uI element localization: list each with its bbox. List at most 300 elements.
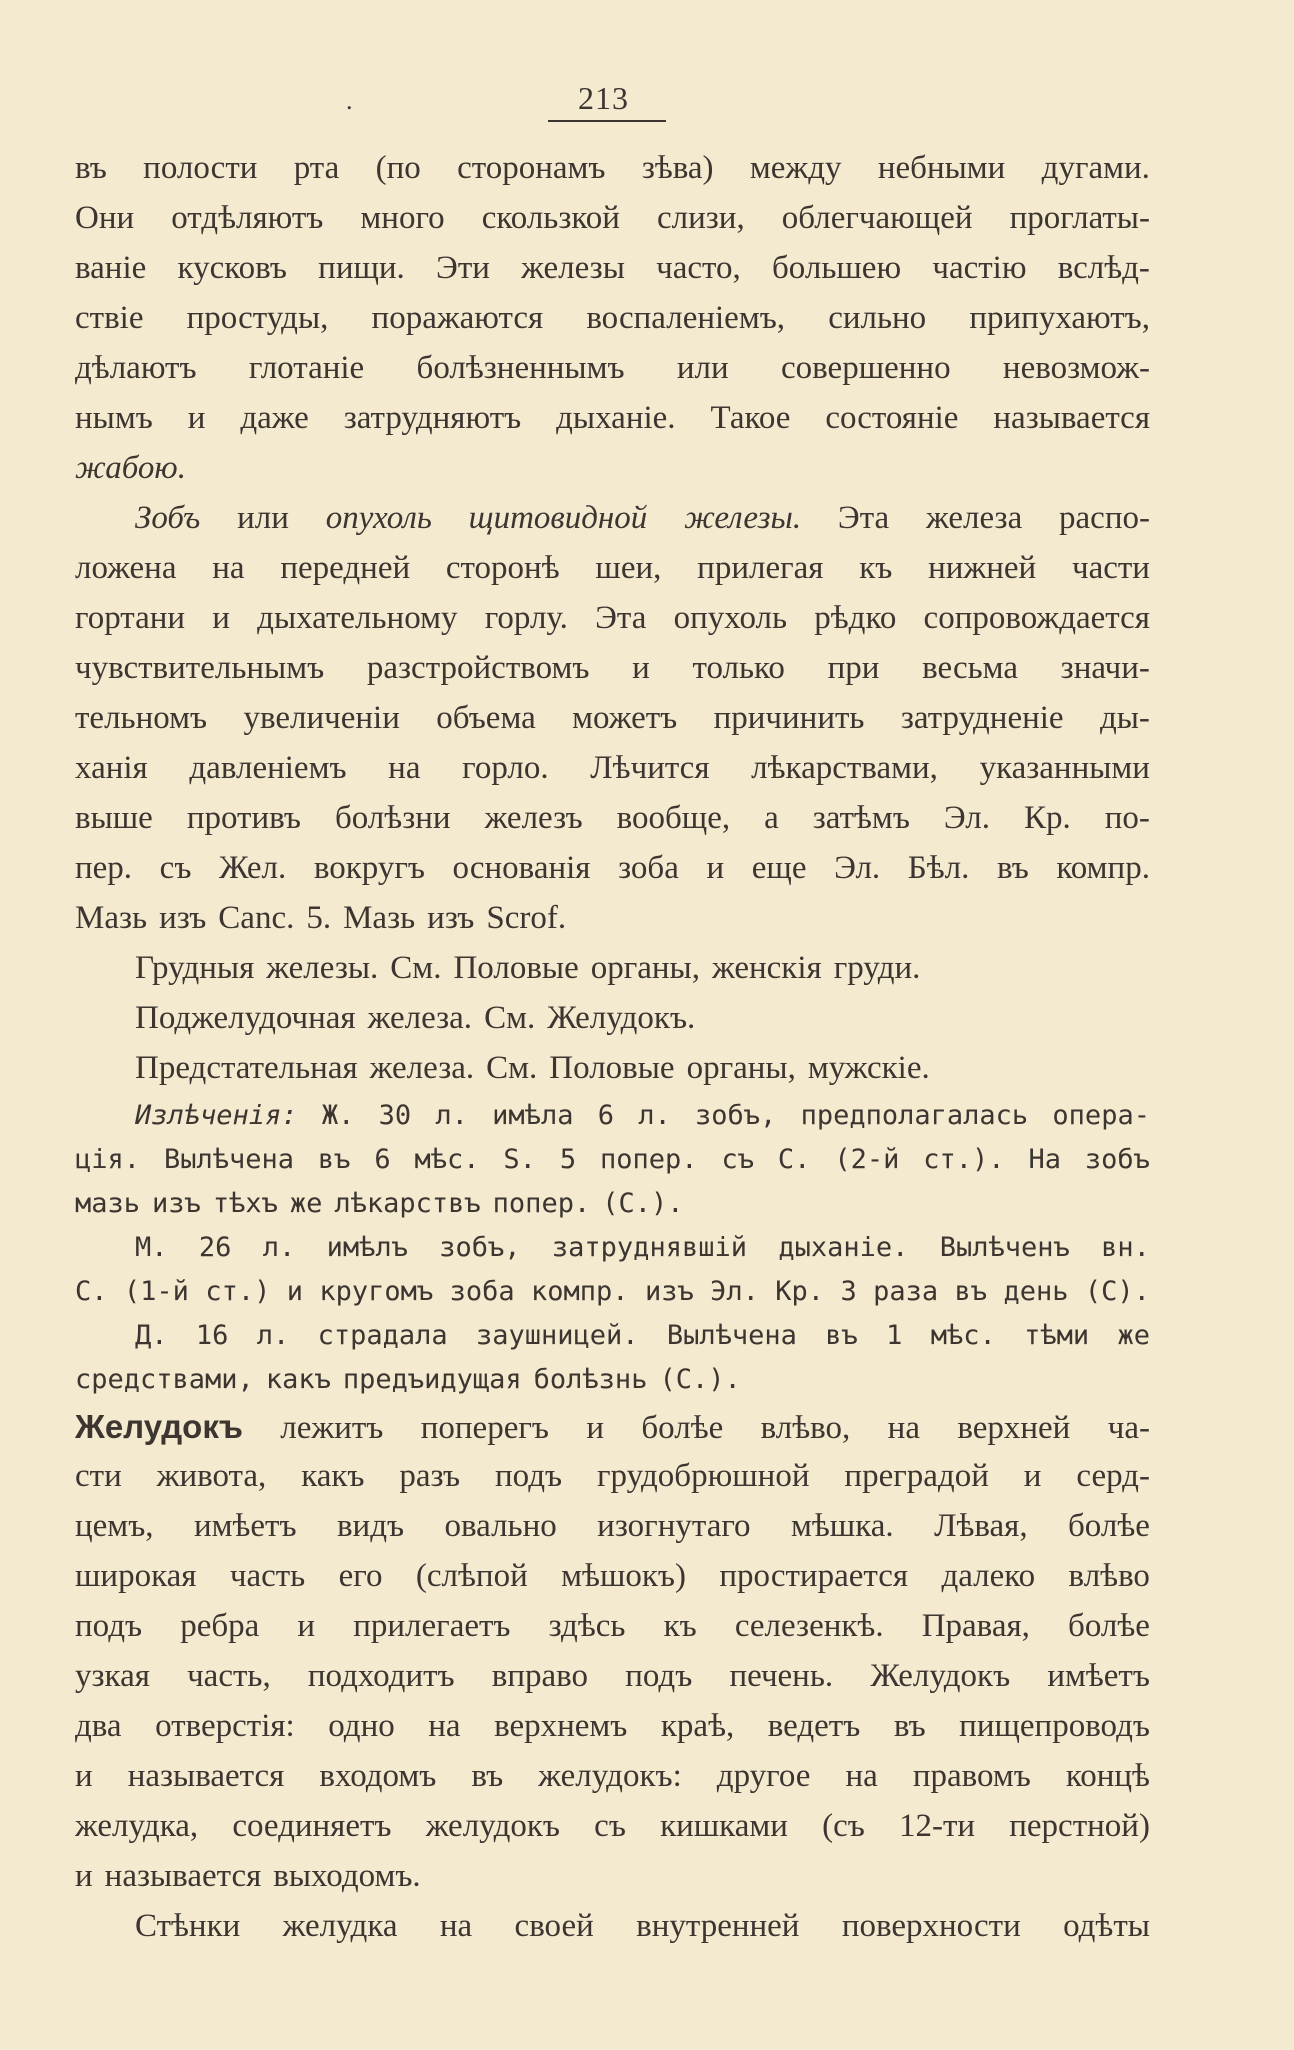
paragraphs-stomach [75,1408,1150,1958]
word: мужскіе. [807,1050,930,1086]
word: опухоль [673,600,788,636]
word: или [676,350,729,386]
word: нижней [928,550,1037,586]
word: (C). [1084,1276,1150,1307]
word: въ [825,1320,858,1351]
word: его [338,1558,383,1594]
word: л. [262,1232,296,1263]
word: желудка, [75,1808,199,1844]
word: много [360,200,445,236]
text-line [75,1408,1150,1458]
word: совершенно [781,350,951,386]
text-line [75,300,1150,350]
text-line [75,750,1150,800]
word: М. [135,1232,168,1263]
word: вправо [491,1658,589,1694]
word: ханія [75,750,148,786]
word: Желудокъ [75,1408,243,1445]
word: предполагалась [800,1100,1029,1131]
word: пищепроводъ [959,1708,1150,1744]
word: своей [514,1908,594,1944]
text-line [75,150,1150,200]
word: зобъ, [695,1100,777,1131]
word: компр. [531,1276,629,1307]
word: кишками [660,1808,788,1844]
word: состояніе [825,400,959,436]
word: на [887,1410,920,1446]
word: болѣе [641,1410,724,1446]
word: грудобрюшной [597,1458,810,1494]
word: только [692,650,785,686]
word: попер. [600,1144,698,1175]
word: отверстія: [155,1708,295,1744]
text-line [75,250,1150,300]
word: рта [293,150,340,186]
word: ваніе [75,250,147,286]
word: Половые [549,1050,675,1086]
word: на [212,550,245,586]
word: вообще, [616,800,731,836]
word: имѣетъ [1047,1658,1150,1694]
word: ведетъ [767,1708,861,1744]
word: сти [75,1458,122,1494]
word: сторонамъ [457,150,606,186]
text-line [75,450,1150,500]
word: съ [594,1808,626,1844]
text-line [75,200,1150,250]
word: См. [484,1000,536,1036]
word: 3 [840,1276,857,1307]
word: объема [436,700,536,736]
word: между [749,150,842,186]
word: называется [127,1758,285,1794]
word: 1 [886,1320,903,1351]
text-line [75,1858,1150,1908]
word: затрудняютъ [343,400,522,436]
word: большею [772,250,902,286]
word: желудка [282,1908,398,1944]
word: часто, [656,250,741,286]
word: далеко [941,1558,1036,1594]
text-line [75,700,1150,750]
word: воспаленіемъ, [586,300,786,336]
text-line [75,500,1150,550]
word: затрудненіе [900,700,1064,736]
word: Такое [710,400,791,436]
word: Эта [595,600,647,636]
word: страдала [317,1320,448,1351]
word: причинить [713,700,865,736]
text-line [75,1276,1150,1320]
word: ребра [180,1608,260,1644]
word: желудокъ: [538,1758,682,1794]
margin-dot: . [346,86,353,115]
word: тельномъ [75,700,208,736]
word: мѣс. [414,1144,480,1175]
word: л. [435,1100,468,1131]
word: цемъ, [75,1508,154,1544]
word: сопровождается [923,600,1150,636]
word: зоба [618,850,679,886]
word: болѣзни [334,800,451,836]
word: дыханіе. [556,400,676,436]
word: давленіемъ [189,750,347,786]
word: значи- [1060,650,1150,686]
word: видъ [336,1508,405,1544]
word: Canc. [218,900,295,936]
word: (2-й [834,1144,900,1175]
word: внутренней [636,1908,800,1944]
word: Эта [837,500,890,536]
word: подходитъ [307,1658,455,1694]
word: распо- [1059,500,1150,536]
word: предъидущая [342,1364,522,1395]
word: полости [143,150,258,186]
word: Желудокъ. [547,1000,696,1036]
word: имѣлъ [326,1232,408,1263]
text-line [75,1364,1150,1408]
word: подъ [625,1658,693,1694]
word: овально [444,1508,557,1544]
word: затруднявшій [551,1232,747,1263]
word: узкая [75,1658,150,1694]
word: часть, [187,1658,271,1694]
word: вокругъ [313,850,425,886]
word: Эти [436,250,490,286]
word: же [1117,1320,1150,1351]
text-line [75,1808,1150,1858]
word: день [1003,1276,1069,1307]
word: другое [716,1758,811,1794]
word: раза [873,1276,939,1307]
word: Половые [453,950,579,986]
word: См. [390,950,442,986]
word: въ [893,1708,926,1744]
word: соединяетъ [232,1808,392,1844]
word: Излѣченія: [135,1100,298,1131]
text-line [75,1458,1150,1508]
word: (C.). [659,1364,741,1395]
word: (съ [822,1808,865,1844]
word: съ [159,850,192,886]
word: затѣмъ [812,800,910,836]
word: Грудныя [135,950,255,986]
word: дыхательному [257,600,458,636]
word: Ж. [321,1100,355,1131]
word: зобъ [1084,1144,1150,1175]
word: Вылѣчена [163,1144,294,1175]
word: или [237,500,289,536]
word: изогнутаго [597,1508,751,1544]
word: гортани [75,600,186,636]
word: одѣты [1063,1908,1150,1944]
word: железа [926,500,1023,536]
word: железа. [367,1000,473,1036]
word: горлу. [484,600,568,636]
word: средствами, [75,1364,254,1395]
word: поражаются [371,300,544,336]
word: Кр. [1023,800,1071,836]
paragraphs-glands [75,150,1150,1100]
word: широкая [75,1558,197,1594]
word: Вылѣченъ [939,1232,1070,1263]
word: 6 [597,1100,614,1131]
word: влѣво, [760,1410,851,1446]
word: изъ [644,1276,694,1307]
word: глотаніе [248,350,365,386]
word: невозмож- [1002,350,1150,386]
word: тѣхъ [212,1188,278,1219]
word: указанными [979,750,1150,786]
word: См. [486,1050,538,1086]
word: по- [1104,800,1150,836]
text-line [75,1908,1150,1958]
text-line [75,950,1150,1000]
word: входомъ [319,1758,437,1794]
word: дугами. [1041,150,1150,186]
word: Жел. [219,850,287,886]
word: концѣ [1065,1758,1150,1794]
word: противъ [186,800,301,836]
word: ложена [75,550,177,586]
word: Стѣнки [135,1908,241,1944]
word: съ [721,1144,754,1175]
word: части [1072,550,1150,586]
word: на [428,1708,461,1744]
word: можетъ [572,700,678,736]
word: дыханіе. [778,1232,909,1263]
word: основанія [452,850,591,886]
text-line [75,1708,1150,1758]
word: S. [503,1144,536,1175]
page-header [0,80,1294,124]
word: груди. [833,950,921,986]
word: Мазь [75,900,148,936]
word: частію [932,250,1027,286]
word: мѣшка. [790,1508,894,1544]
text-line [75,1188,1150,1232]
word: и [297,1608,316,1644]
word: болѣзненнымъ [416,350,625,386]
word: изъ [152,1188,201,1219]
word: какъ [301,1458,365,1494]
word: и [212,600,230,636]
page-number: 213 [578,80,629,116]
text-line [75,1608,1150,1658]
word: скользкой [481,200,620,236]
word: Бѣл. [907,850,970,886]
word: болѣзнь [533,1364,648,1395]
word: называется [104,1858,262,1894]
word: органы, [590,950,700,986]
word: поверхности [841,1908,1021,1944]
text-line [75,1232,1150,1276]
word: железы. [684,500,802,536]
word: ст.) [205,1276,271,1307]
word: зоба [449,1276,515,1307]
word: 12-ти [898,1808,976,1844]
word: здѣсь [548,1608,626,1644]
word: живота, [156,1458,267,1494]
word: слизи, [656,200,745,236]
word: лѣкарствами, [751,750,938,786]
word: (слѣпой [415,1558,528,1594]
word: какъ [265,1364,331,1395]
word: Эл. [710,1276,759,1307]
word: печень. [729,1658,834,1694]
word: краѣ, [660,1708,735,1744]
word: на [388,750,421,786]
word: подъ [75,1608,143,1644]
word: жабою. [75,450,186,486]
text-line [75,900,1150,950]
word: ствіе [75,300,144,336]
word: органы, [686,1050,796,1086]
text-line [75,550,1150,600]
word: и [706,850,725,886]
word: чувствительнымъ [75,650,325,686]
word: л. [256,1320,290,1351]
word: 5 [559,1144,577,1175]
text-line [75,600,1150,650]
text-line [75,1758,1150,1808]
text-line [75,1000,1150,1050]
word: железъ [484,800,583,836]
word: щитовидной [468,500,648,536]
word: весьма [922,650,1018,686]
word: C. [777,1144,811,1175]
word: и [586,1410,604,1446]
word: Поджелудочная [135,1000,356,1036]
word: мѣс. [930,1320,996,1351]
word: мазь [75,1188,141,1219]
word: изъ [159,900,207,936]
word: Зобъ [135,500,201,536]
word: прилегаетъ [353,1608,511,1644]
word: имѣла [492,1100,574,1131]
text-line [75,800,1150,850]
word: въ [996,850,1029,886]
word: зобъ, [439,1232,521,1263]
text-line [75,1508,1150,1558]
word: желудокъ [425,1808,560,1844]
word: Scrof. [486,900,567,936]
word: сторонѣ [445,550,560,586]
word: кругомъ [319,1276,434,1307]
word: а [764,800,779,836]
word: На [1028,1144,1061,1175]
word: кусковъ [177,250,287,286]
word: припухаютъ, [969,300,1150,336]
word: попер. [492,1188,591,1219]
case-reports [75,1100,1150,1408]
word: ча- [1107,1410,1150,1446]
word: и [75,1858,93,1894]
word: женскія [711,950,822,986]
word: на [439,1908,473,1944]
word: 5. [306,900,332,936]
word: компр. [1056,850,1150,886]
word: еще [751,850,807,886]
word: (C.). [602,1188,684,1219]
word: заушницей. [475,1320,639,1351]
word: тѣми [1024,1320,1090,1351]
word: облегчающей [781,200,973,236]
word: верхнемъ [494,1708,628,1744]
word: вслѣд- [1057,250,1150,286]
word: влѣво [1068,1558,1150,1594]
text-line [75,1050,1150,1100]
word: пер. [75,850,133,886]
word: рѣдко [814,600,897,636]
word: называется [993,400,1150,436]
word: увеличеніи [243,700,400,736]
word: проглаты- [1009,200,1150,236]
word: болѣе [1068,1608,1150,1644]
word: въ [471,1758,504,1794]
word: и [75,1758,93,1794]
word: даже [240,400,309,436]
text-line [75,400,1150,450]
word: Они [75,200,135,236]
word: Мазь [343,900,416,936]
word: нымъ [75,400,153,436]
word: ст.). [923,1144,1005,1175]
word: въ [317,1144,351,1175]
word: селезенкѣ. [734,1608,884,1644]
word: лежитъ [280,1410,384,1446]
word: горло. [462,750,549,786]
text-line [75,1320,1150,1364]
word: и [286,1276,304,1307]
word: Лѣвая, [934,1508,1028,1544]
word: серд- [1076,1458,1150,1494]
word: ція. [75,1144,141,1175]
word: одно [328,1708,395,1744]
word: ды- [1099,700,1150,736]
word: къ [663,1608,697,1644]
word: поперегъ [420,1410,549,1446]
word: 26 [198,1232,232,1263]
word: изъ [427,900,475,936]
word: разъ [399,1458,461,1494]
text-line [75,1558,1150,1608]
word: пищи. [318,250,405,286]
word: Желудокъ [870,1658,1011,1694]
word: железы [521,250,625,286]
word: небными [877,150,1006,186]
word: 16 [195,1320,229,1351]
page-number-rule [548,120,666,122]
word: железа. [369,1050,475,1086]
word: преградой [844,1458,989,1494]
word: Правая, [921,1608,1030,1644]
word: Эл. [943,800,990,836]
word: при [827,650,880,686]
word: разстройствомъ [366,650,590,686]
text-line [75,850,1150,900]
word: подъ [495,1458,563,1494]
word: 6 [374,1144,391,1175]
body-text [75,150,1150,1958]
word: вн. [1101,1232,1150,1263]
word: часть [229,1558,306,1594]
word: и [187,400,206,436]
word: опухоль [325,500,432,536]
text-line [75,350,1150,400]
word: и [632,650,650,686]
word: перстной) [1009,1808,1150,1844]
